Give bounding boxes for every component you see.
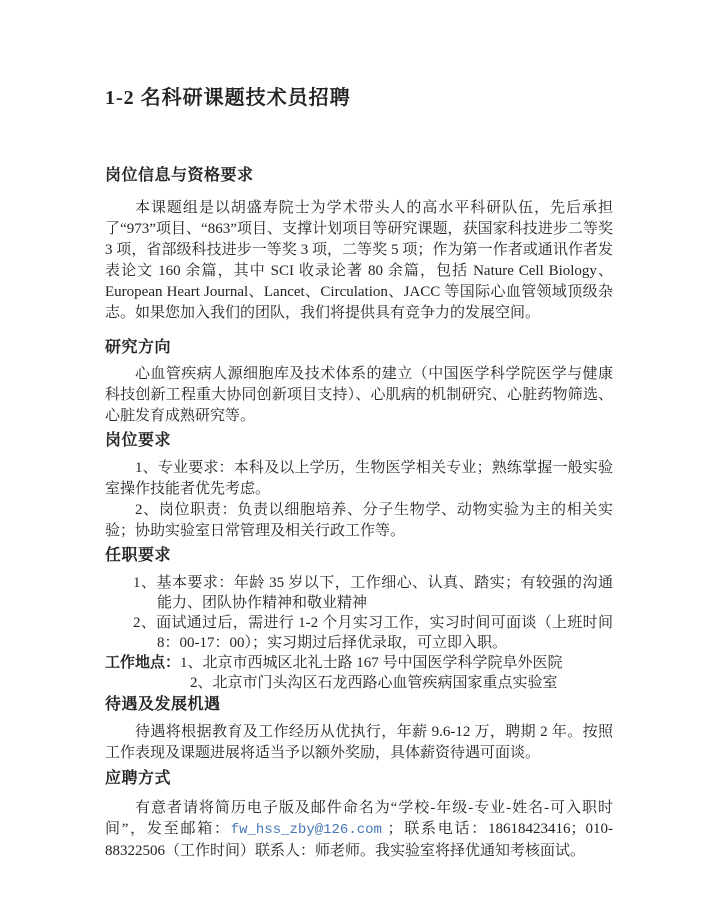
page-title: 1-2 名科研课题技术员招聘 (105, 87, 351, 109)
qualification-item-1 (105, 573, 613, 613)
section-heading-job-info: 岗位信息与资格要求 (105, 167, 254, 184)
position-requirement-item-2: 2、岗位职责：负责以细胞培养、分子生物学、动物实验为主的相关实验；协助实验室日常管理及相关行政工作等。 (105, 502, 613, 539)
work-location-2: 2、北京市门头沟区石龙西路心血管疾病国家重点实验室 (190, 675, 558, 691)
email-link[interactable]: fw_hss_zby@126.com (230, 822, 382, 838)
work-location-label: 工作地点： (105, 655, 181, 671)
qualification-item-2 (105, 613, 613, 653)
how-to-apply-paragraph (105, 798, 613, 862)
section-heading-how-to-apply: 应聘方式 (105, 770, 172, 787)
qualification-item-2-number: 2、 (133, 615, 157, 631)
qualification-item-1-text: 基本要求：年龄 35 岁以下，工作细心、认真、踏实；有较强的沟通能力、团队协作精神和敬业精神 (156, 575, 613, 611)
apply-text-before-email: 有意者请将简历电子版及邮件命名为“学校-年级-专业-姓名-可入职时间”，发至邮箱： (105, 800, 613, 837)
work-location-line-1 (105, 653, 613, 673)
qualification-item-2-text: 面试通过后，需进行 1-2 个月实习工作，实习时间可面谈（上班时间 8：00-17：00）；实习期过后择优录取，可立即入职。 (156, 615, 613, 651)
benefits-paragraph: 待遇将根据教育及工作经历从优执行，年薪 9.6-12 万，聘期 2 年。按照工作表现及课题进展将适当予以额外奖励，具体薪资待遇可面谈。 (105, 724, 613, 761)
section-heading-qualifications: 任职要求 (105, 547, 172, 564)
qualification-item-1-number: 1、 (133, 575, 157, 591)
position-requirement-item-1: 1、专业要求：本科及以上学历，生物医学相关专业；熟练掌握一般实验室操作技能者优先考虑。 (105, 460, 613, 497)
section-heading-research-direction: 研究方向 (105, 339, 172, 356)
job-info-paragraph: 本课题组是以胡盛寿院士为学术带头人的高水平科研队伍，先后承担了“973”项目、“863”项目、支撑计划项目等研究课题，获国家科技进步二等奖 3 项，省部级科技进步一等奖 3 项，二等奖 5 项；作为第一作者或通讯作者发表论文 160 余篇，其中 SCI 收录论著 80 余篇，包括 Nature Cell Biology、European Heart Journal、Lancet、Circulation、JACC 等国际心血管领域顶级杂志。如果您加入我们的团队，我们将提供具有竞争力的发展空间。 (105, 200, 613, 321)
research-direction-paragraph: 心血管疾病人源细胞库及技术体系的建立（中国医学科学院医学与健康科技创新工程重大协同创新项目支持）、心肌病的机制研究、心脏药物筛选、心脏发育成熟研究等。 (105, 366, 613, 424)
work-location-1: 1、北京市西城区北礼士路 167 号中国医学科学院阜外医院 (180, 655, 563, 671)
apply-text-after-email: ；联系电话：18618423416；010-88322506（工作时间）联系人：师老师。我实验室将择优通知考核面试。 (105, 821, 613, 859)
qualification-list (105, 573, 613, 653)
section-heading-benefits: 待遇及发展机遇 (105, 696, 221, 713)
section-heading-position-requirements: 岗位要求 (105, 432, 172, 449)
